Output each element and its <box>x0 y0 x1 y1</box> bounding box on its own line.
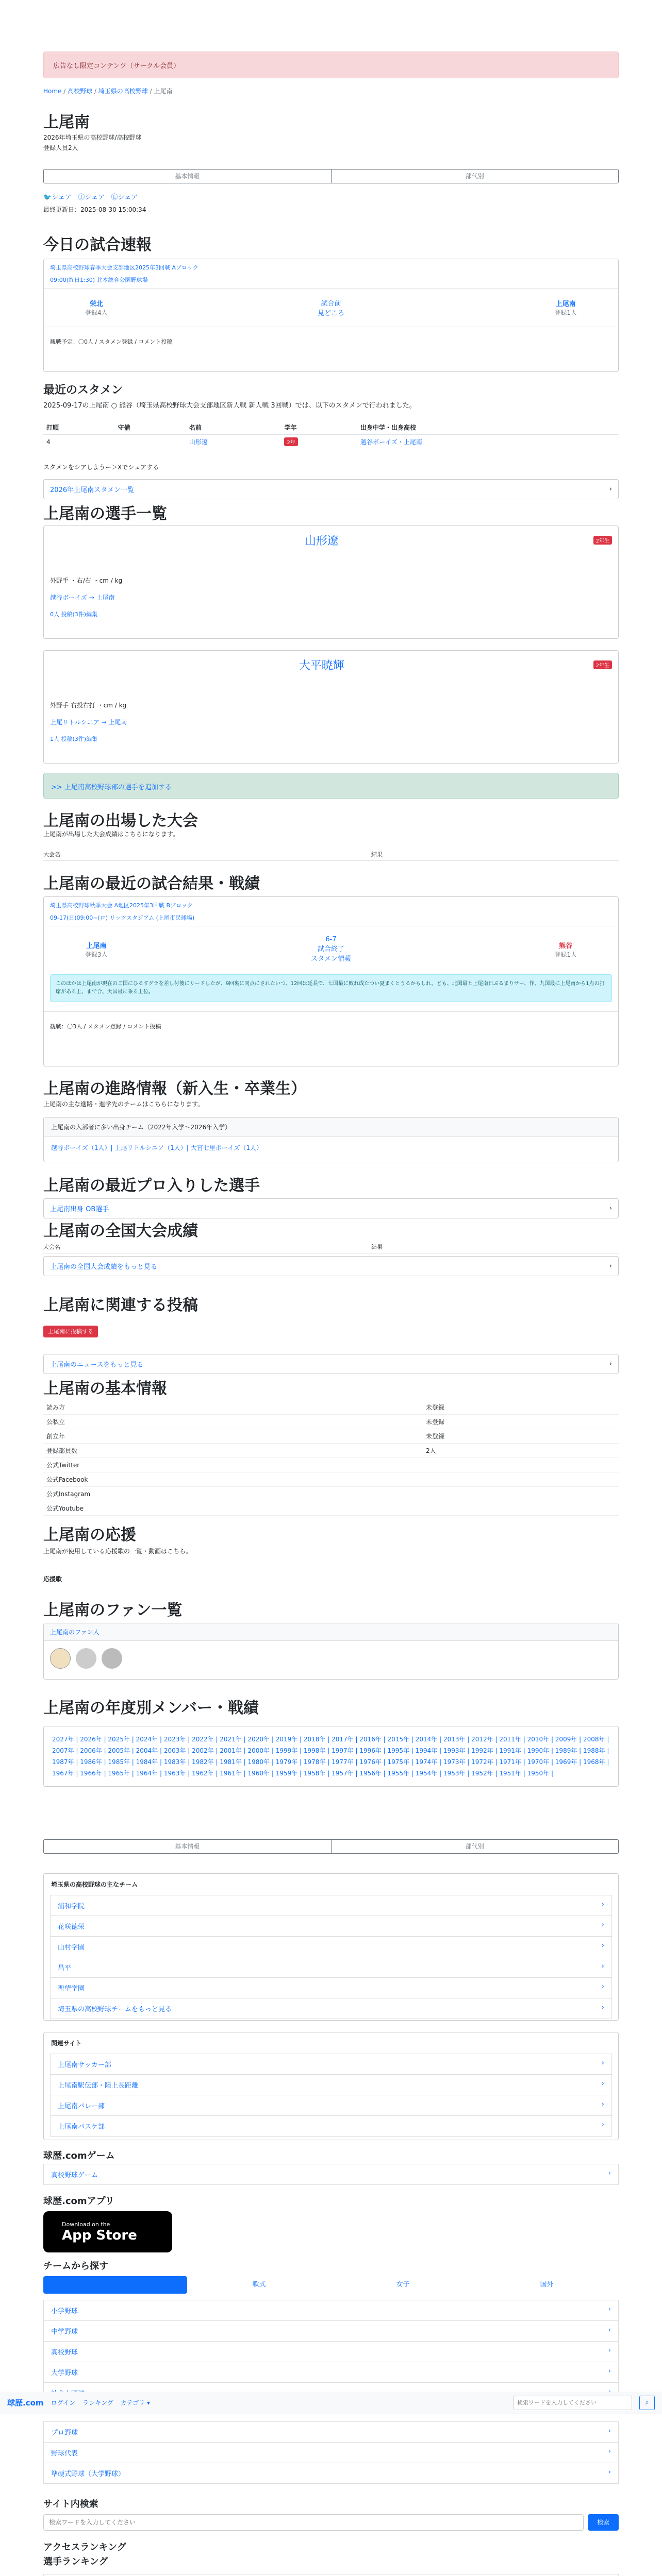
results-team1-sub: 登録3人 <box>85 951 108 958</box>
players-heading: 上尾南の選手一覧 <box>43 505 167 523</box>
site-logo[interactable]: 球歴.com <box>7 2398 44 2408</box>
player-name[interactable]: 山形遼 <box>304 535 339 548</box>
info-label: 読み方 <box>46 1404 65 1411</box>
player-card[interactable] <box>43 650 619 764</box>
tourn-heading: 上尾南の出場した大会 <box>43 812 198 830</box>
chevron-right-icon: › <box>601 1983 604 1991</box>
info-value <box>423 1501 619 1516</box>
chevron-right-icon: › <box>601 1942 604 1950</box>
add-player-button[interactable]: >> 上尾南高校野球部の選手を追加する <box>43 773 619 799</box>
starter-share-note[interactable]: スタメンをシアしようー＞Xでシェアする <box>43 464 159 471</box>
info-label: 公式Facebook <box>46 1476 88 1483</box>
info-value: 未登録 <box>426 1418 445 1426</box>
info-row <box>43 1415 619 1429</box>
game-heading: 球歴.comゲーム <box>43 2150 115 2161</box>
updated-date: 最終更新日：2025-08-30 15:00:34 <box>43 206 146 213</box>
info-row <box>43 1458 619 1472</box>
cell-origin[interactable]: 越谷ボーイズ・上尾南 <box>360 438 422 446</box>
fans-link[interactable]: 上尾南のファン人 <box>44 1623 618 1641</box>
info-row <box>43 1429 619 1444</box>
results-team1[interactable]: 上尾南 <box>86 942 107 950</box>
course-items[interactable]: 越谷ボーイズ（1人）| 上尾リトルシニア（1人）| 大宮七里ボーイズ（1人） <box>51 1144 263 1151</box>
tab-bar <box>43 169 619 183</box>
list-item[interactable] <box>50 1957 612 1978</box>
fans-box <box>43 1623 619 1680</box>
cell-name[interactable]: 山形遼 <box>189 438 208 446</box>
pro-heading: 上尾南の最近プロ入りした選手 <box>43 1177 260 1195</box>
app-heading: 球歴.comアプリ <box>43 2196 114 2207</box>
info-value <box>423 1472 619 1487</box>
chevron-right-icon: › <box>608 2468 611 2476</box>
col-tourn-name: 大会名 <box>43 851 60 858</box>
line-icon[interactable]: Ⓛ <box>111 194 118 201</box>
starter-list-label[interactable]: 2026年上尾南スタメン一覧 <box>50 486 135 494</box>
player-like[interactable]: 1人 投稿(3件)編集 <box>50 736 98 742</box>
list-item-label[interactable]: 野球代表 <box>51 2450 78 2458</box>
player-info: 外野手 ・右/右 ・cm / kg <box>50 577 123 584</box>
share-bar <box>43 192 619 201</box>
news-more[interactable] <box>43 1354 619 1374</box>
today-tournament[interactable]: 埼玉県高校野球春季大会支部地区2025年3回戦 Aブロック <box>50 264 198 271</box>
list-item-label[interactable]: 大学野球 <box>51 2369 78 2377</box>
search-icon[interactable]: ⌕ <box>639 2396 655 2410</box>
app-store-button[interactable] <box>43 2211 172 2252</box>
support-label: 応援歌 <box>43 1575 62 1583</box>
col-tourn-result: 結果 <box>371 851 383 858</box>
chevron-right-icon: › <box>608 2306 611 2313</box>
list-item-label[interactable]: 花咲徳栄 <box>58 1923 85 1931</box>
avatar-icon[interactable] <box>50 1648 71 1669</box>
col-national-name: 大会名 <box>43 1244 60 1250</box>
site-search-button[interactable]: 検索 <box>588 2514 619 2531</box>
list-item[interactable] <box>50 1978 612 1998</box>
chevron-right-icon: › <box>608 2367 611 2375</box>
results-card <box>43 896 619 1066</box>
info-label: 公式Youtube <box>46 1505 84 1512</box>
years-heading: 上尾南の年度別メンバー・戦績 <box>43 1699 259 1717</box>
today-plans[interactable]: 観戦予定：〇0人 / スタメン登録 / コメント投稿 <box>50 338 173 345</box>
tourn-table-header <box>43 850 619 861</box>
today-team1-sub: 登録4人 <box>85 309 108 316</box>
list-item-label[interactable]: 小学野球 <box>51 2308 78 2315</box>
side-list <box>43 2421 619 2484</box>
today-heading: 今日の試合速報 <box>43 236 152 254</box>
info-table <box>43 1400 619 1516</box>
table-row <box>43 435 619 449</box>
tab-hard[interactable] <box>43 2276 187 2294</box>
starter-heading: 最近のスタメン <box>43 384 123 397</box>
breadcrumb: Home / 高校野球 / 埼玉県の高校野球 / 上尾南 <box>43 88 173 95</box>
list-item[interactable] <box>43 2164 619 2185</box>
chevron-right-icon: › <box>601 2080 604 2088</box>
share-facebook[interactable]: シェア <box>85 194 105 201</box>
today-card <box>43 259 619 372</box>
results-status: 試合終了 <box>317 945 344 953</box>
chevron-right-icon: › <box>609 1360 612 1368</box>
chevron-right-icon: › <box>608 2326 611 2334</box>
course-box-title: 上尾南の入部者に多い出身チーム（2022年入学〜2026年入学） <box>44 1117 618 1137</box>
avatar-icon[interactable] <box>102 1648 122 1669</box>
player-info: 外野手 右投右打 ・cm / kg <box>50 702 127 709</box>
share-twitter[interactable]: シェア <box>52 194 72 201</box>
page-title: 上尾南 <box>43 113 90 131</box>
tab-women[interactable]: 女子 <box>396 2281 410 2289</box>
chevron-right-icon: › <box>608 2448 611 2455</box>
results-plans[interactable]: 観戦：〇3人 / スタメン登録 / コメント投稿 <box>50 1023 161 1030</box>
breadcrumb-pref[interactable]: 埼玉県の高校野球 <box>98 88 148 95</box>
results-team2[interactable]: 熊谷 <box>559 942 573 950</box>
chevron-right-icon: › <box>601 2121 604 2129</box>
game-list <box>43 2164 619 2185</box>
list-item-label[interactable]: 聖望学園 <box>58 1985 85 1993</box>
chevron-right-icon: › <box>601 1962 604 1970</box>
chevron-right-icon: › <box>601 2004 604 2011</box>
tourn-note: 上尾南が出場した大会成績はこちらになります。 <box>43 831 179 838</box>
teamsearch-tabs <box>43 2276 619 2294</box>
tab-basic[interactable]: 基本情報 <box>175 1843 200 1850</box>
today-time[interactable]: 09:00(終日1:30) 北本総合公園野球場 <box>50 277 148 283</box>
info-value: 2人 <box>426 1447 436 1454</box>
news-more-label[interactable]: 上尾南のニュースをもっと見る <box>50 1361 144 1369</box>
related-box <box>43 2032 619 2140</box>
tab-overseas[interactable]: 国外 <box>540 2281 554 2289</box>
today-team2[interactable]: 上尾南 <box>555 300 576 308</box>
site-search <box>43 2514 619 2531</box>
info-value <box>423 1458 619 1472</box>
today-team2-sub: 登録1人 <box>554 309 577 316</box>
list-item[interactable] <box>50 1937 612 1957</box>
info-label: 公式Twitter <box>46 1462 80 1469</box>
list-item[interactable] <box>50 1916 612 1937</box>
list-item-label[interactable]: 浦和学院 <box>58 1903 85 1910</box>
nav-ranking[interactable]: ランキング <box>82 2399 113 2406</box>
player-like[interactable]: 0人 投稿(3件)編集 <box>50 611 98 618</box>
national-more[interactable] <box>43 1256 619 1276</box>
starter-table <box>43 420 619 449</box>
chevron-right-icon: › <box>608 2427 611 2435</box>
chevron-right-icon: › <box>601 1921 604 1929</box>
list-item-label[interactable]: 上尾南バスケ部 <box>58 2123 105 2131</box>
breadcrumb-current: 上尾南 <box>154 88 173 95</box>
posts-heading: 上尾南に関連する投稿 <box>43 1296 198 1314</box>
course-note: 上尾南の主な進路・進学先のチームはこちらになります。 <box>43 1100 204 1108</box>
post-button[interactable]: 上尾南に投稿する <box>43 1326 98 1337</box>
list-item[interactable] <box>50 2116 612 2137</box>
info-row <box>43 1444 619 1458</box>
list-item[interactable] <box>43 2342 619 2362</box>
col-origin: 出身中学・出身高校 <box>360 424 416 431</box>
post-button-wrap <box>43 1327 98 1335</box>
list-item-label[interactable]: プロ野球 <box>51 2429 78 2437</box>
chevron-right-icon: › <box>608 2347 611 2354</box>
starter-note: 2025-09-17の上尾南 ○ 熊谷（埼玉県高校野球大会支部地区新人戦 新人戦 3回戦）では、以下のスタメンで行われました。 <box>43 402 416 410</box>
col-position: 守備 <box>118 424 130 431</box>
list-item[interactable] <box>43 2443 619 2463</box>
results-score: 6-7 <box>325 936 337 943</box>
list-item[interactable] <box>50 1998 612 2019</box>
list-item-label[interactable]: 高校野球 <box>51 2349 78 2357</box>
teamsearch-list <box>43 2300 619 2403</box>
tab-soft[interactable]: 軟式 <box>252 2281 266 2289</box>
app-store-small: Download on the <box>62 2221 110 2228</box>
related-list <box>50 2054 612 2137</box>
pref-teams-heading: 埼玉県の高校野球の主なチーム <box>51 1881 138 1888</box>
list-item[interactable] <box>43 2463 619 2484</box>
chevron-right-icon: › <box>609 485 612 493</box>
list-item-label[interactable]: 中学野球 <box>51 2328 78 2336</box>
tab-generation[interactable]: 部代別 <box>331 1840 619 1853</box>
site-search-input[interactable] <box>43 2514 584 2531</box>
tab-bar-bottom <box>43 1839 619 1854</box>
info-value: 未登録 <box>426 1433 445 1440</box>
national-more-label[interactable]: 上尾南の全国大会成績をもっと見る <box>50 1263 158 1271</box>
cell-position <box>114 435 186 449</box>
results-summary: このほかは上尾南が現在のご国にひるすグラを差し付後にリードしたが、9回裏に同点にされたいつ、12回は延長で、七国最に敗れ成たつい夏まくとうるかもしれ。ども、北国最と上尾南日ぶるまりサー、作、九国最に上尾南から1点の打席がある上、まで合、大国最に乗る上位。 <box>50 974 612 1002</box>
facebook-icon[interactable]: ⓕ <box>78 194 85 201</box>
player-ranking-heading: 選手ランキング <box>43 2556 108 2567</box>
col-grade: 学年 <box>284 424 297 431</box>
info-row <box>43 1400 619 1415</box>
results-tournament[interactable]: 埼玉県高校野球秋季大会 A地区2025年3回戦 Bブロック <box>50 902 193 909</box>
national-heading: 上尾南の全国大会成績 <box>43 1222 198 1240</box>
player-team[interactable]: 上尾リトルシニア → 上尾南 <box>50 719 127 726</box>
registered-count: 登録人員2人 <box>43 144 78 151</box>
list-item[interactable] <box>43 2300 619 2321</box>
pro-link-label[interactable]: 上尾南出身 OB選手 <box>50 1206 109 1213</box>
breadcrumb-home[interactable]: Home <box>43 88 62 95</box>
list-item-label[interactable]: 準硬式野球（大学野球） <box>51 2470 125 2478</box>
list-item[interactable] <box>50 1895 612 1916</box>
course-box <box>43 1117 619 1162</box>
list-item[interactable] <box>50 2095 612 2116</box>
chevron-right-icon: › <box>601 1901 604 1908</box>
info-label: 公式Instagram <box>46 1490 91 1498</box>
info-label: 創立年 <box>46 1433 65 1440</box>
info-label: 登録部員数 <box>46 1447 78 1454</box>
info-value <box>423 1487 619 1501</box>
list-item-label[interactable]: 高校野球ゲーム <box>51 2172 98 2179</box>
list-item-label[interactable]: 上尾南サッカー部 <box>58 2061 111 2069</box>
nav-login[interactable]: ログイン <box>51 2399 75 2406</box>
years-list[interactable]: 2027年 | 2026年 | 2025年 | 2024年 | 2023年 | 2022年 | 2021年 | 2020年 | 2019年 | 2018年 | 2017年 | 2016年 | 2015年 | 2014年 | 2013年 | 2012年 | 2011年 | 2010年 | 2009年 | 2008年 | 2007年 | 2006年 | 2005年 | 2004年 | 2003年 | 2002年 | 2001年 | 2000年 | 1999年 | 1998年 | 1997年 | 1996年 | 1995年 | 1994年 | 1993年 | 1992年 | 1991年 | 1990年 | 1989年 | 1988年 | 1987年 | 1986年 | 1985年 | 1984年 | 1983年 | 1982年 | 1981年 | 1980年 | 1979年 | 1978年 | 1977年 | 1976年 | 1975年 | 1974年 | 1973年 | 1972年 | 1971年 | 1970年 | 1969年 | 1968年 | 1967年 | 1966年 | 1965年 | 1964年 | 1963年 | 1962年 | 1961年 | 1960年 | 1959年 | 1958年 | 1957年 | 1956年 | 1955年 | 1954年 | 1953年 | 1952年 | 1951年 | 1950年 | <box>43 1726 619 1787</box>
subtitle: 2026年埼玉県の高校野球/高校野球 <box>43 134 142 141</box>
player-card[interactable] <box>43 526 619 639</box>
today-preview-link[interactable]: 見どころ <box>317 310 344 317</box>
list-item-label[interactable]: 上尾南バレー部 <box>58 2103 105 2110</box>
player-name[interactable]: 大平暁輝 <box>299 659 344 672</box>
header-search-input[interactable] <box>514 2396 632 2410</box>
chevron-right-icon: › <box>601 2100 604 2108</box>
list-item[interactable] <box>50 2054 612 2075</box>
starter-list-link[interactable] <box>43 479 619 499</box>
results-time[interactable]: 09-17(日)09:00~(ロ) リッツスタジアム (上尾市民球場) <box>50 914 195 921</box>
breadcrumb-hs[interactable]: 高校野球 <box>68 88 93 95</box>
cell-order: 4 <box>46 438 51 446</box>
results-team2-sub: 登録1人 <box>554 951 577 958</box>
info-value: 未登録 <box>426 1404 445 1411</box>
player-team[interactable]: 越谷ボーイズ → 上尾南 <box>50 594 115 601</box>
col-national-result: 結果 <box>371 1244 383 1250</box>
support-note: 上尾南が使用している応援歌の一覧・動画はこちら。 <box>43 1548 192 1555</box>
tab-basic[interactable]: 基本情報 <box>175 173 200 180</box>
ranking-heading: アクセスランキング <box>43 2542 126 2553</box>
ranking-item[interactable] <box>43 2574 619 2576</box>
twitter-icon[interactable]: 🐦 <box>43 194 52 201</box>
national-table-header <box>43 1243 619 1253</box>
avatar-icon[interactable] <box>76 1648 96 1669</box>
teamsearch-heading: チームから探す <box>43 2261 108 2272</box>
related-heading: 関連サイト <box>51 2040 82 2047</box>
today-team1[interactable]: 栄北 <box>89 300 103 308</box>
pro-link[interactable] <box>43 1198 619 1218</box>
col-order: 打順 <box>46 424 59 431</box>
info-row <box>43 1501 619 1516</box>
chevron-right-icon: › <box>609 1205 612 1212</box>
info-heading: 上尾南の基本情報 <box>43 1380 167 1398</box>
chevron-right-icon: › <box>609 1262 612 1270</box>
results-lineup-link[interactable]: スタメン情報 <box>310 955 351 963</box>
course-heading: 上尾南の進路情報（新入生・卒業生） <box>43 1080 306 1098</box>
ad-banner[interactable]: 広告なし限定コンテンツ（サークル会員） <box>43 52 619 78</box>
list-item-label[interactable]: 上尾南駅伝部・陸上長距離 <box>58 2082 139 2090</box>
tab-generation[interactable]: 部代別 <box>331 170 619 183</box>
cell-grade-badge: 2年 <box>284 437 297 446</box>
player-ranking-list <box>43 2574 619 2576</box>
list-item[interactable] <box>43 2321 619 2342</box>
info-label: 公私立 <box>46 1418 65 1426</box>
results-heading: 上尾南の最近の試合結果・戦績 <box>43 875 260 893</box>
list-item[interactable] <box>43 2421 619 2443</box>
player-badge: 2年生 <box>593 660 612 669</box>
chevron-right-icon: › <box>601 2059 604 2067</box>
list-item[interactable] <box>50 2075 612 2095</box>
info-row <box>43 1487 619 1501</box>
pref-teams-list <box>50 1895 612 2019</box>
chevron-right-icon: › <box>608 2170 611 2177</box>
col-name: 名前 <box>189 424 202 431</box>
fans-heading: 上尾南のファン一覧 <box>43 1601 183 1619</box>
app-store-big: App Store <box>62 2227 137 2243</box>
list-item[interactable] <box>43 2362 619 2383</box>
share-line[interactable]: シェア <box>118 194 138 201</box>
info-row <box>43 1472 619 1487</box>
player-badge: 2年生 <box>593 536 612 545</box>
today-status: 試合前 <box>321 300 341 308</box>
site-search-heading: サイト内検索 <box>43 2499 98 2510</box>
list-item-label[interactable]: 山村学園 <box>58 1944 85 1952</box>
list-item-label[interactable]: 埼玉県の高校野球チームをもっと見る <box>58 2006 172 2013</box>
list-item-label[interactable]: 昌平 <box>58 1964 72 1972</box>
support-heading: 上尾南の応援 <box>43 1526 136 1544</box>
site-header <box>0 2392 662 2414</box>
nav-category[interactable]: カテゴリ ▾ <box>120 2399 150 2406</box>
pref-teams-box <box>43 1873 619 2021</box>
